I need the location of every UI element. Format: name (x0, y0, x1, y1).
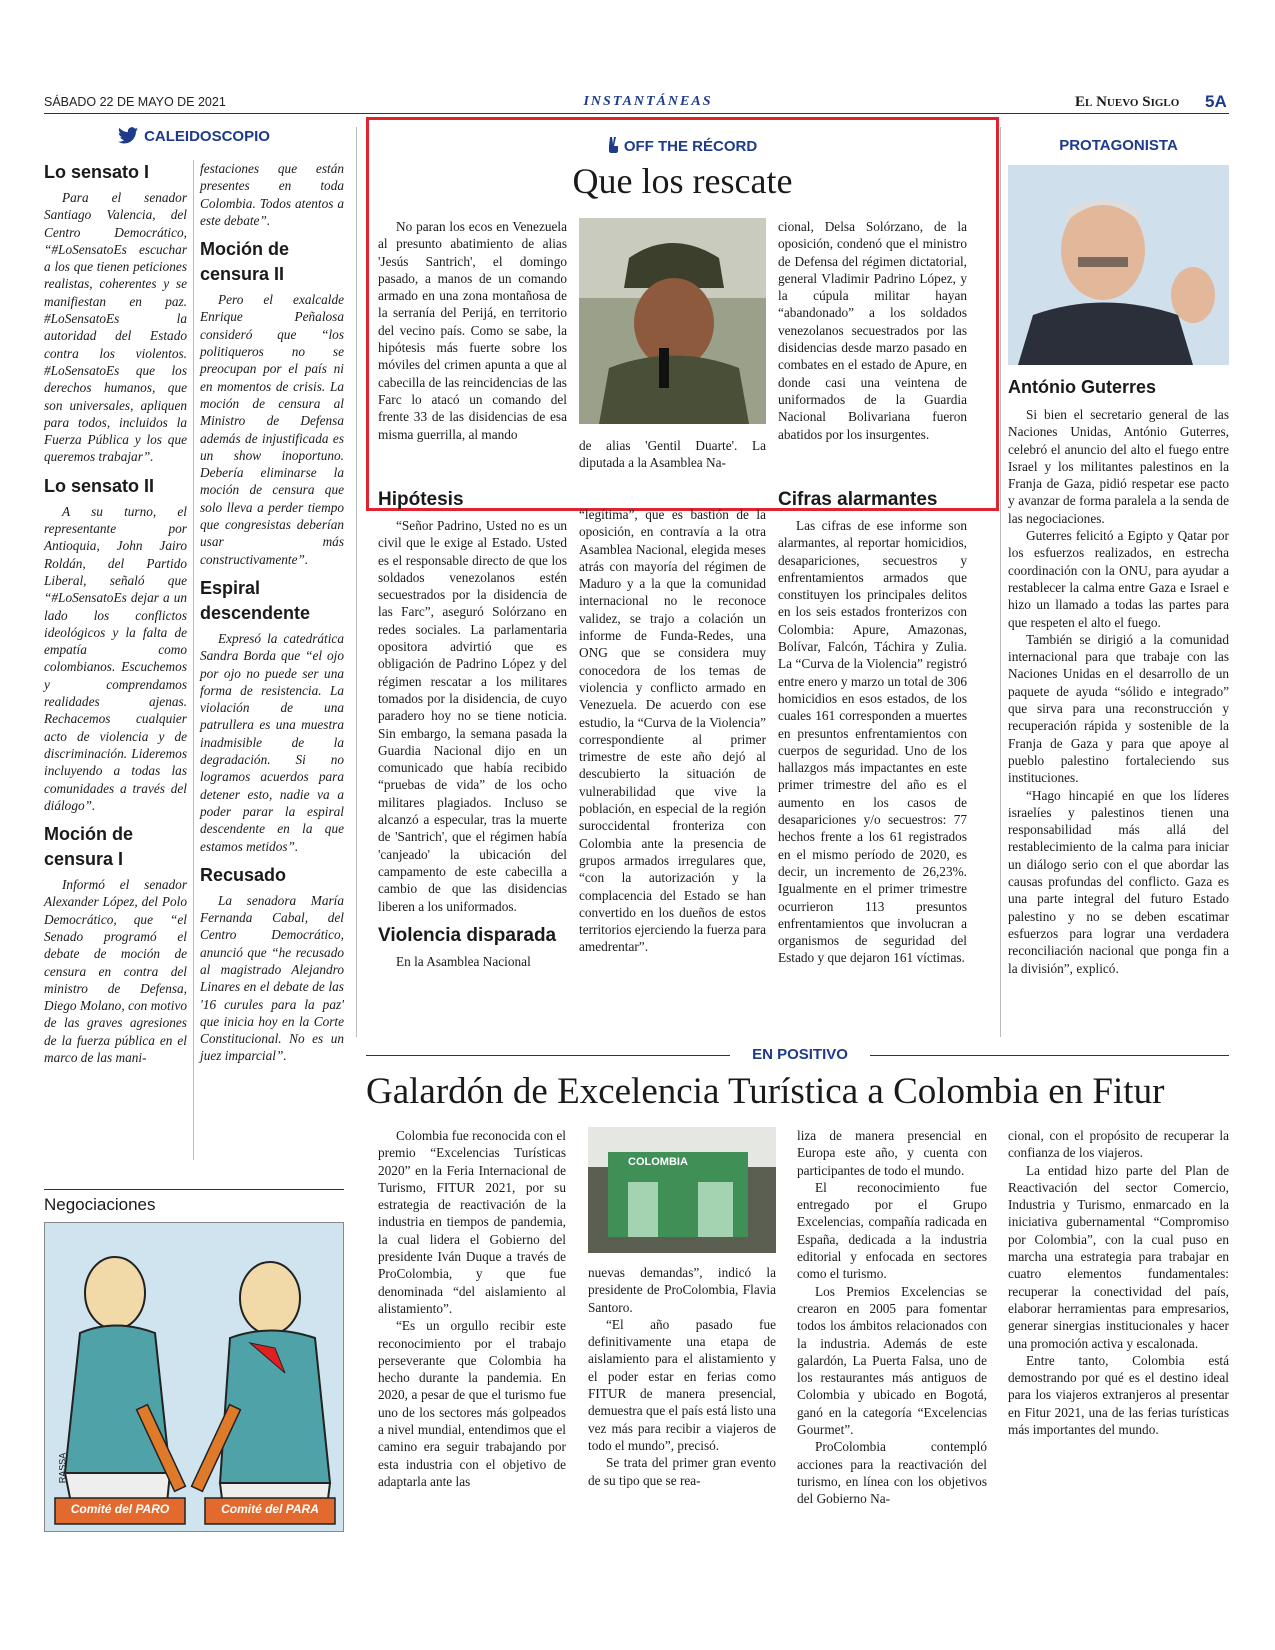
protagonista-header (1008, 137, 1229, 155)
cartoon-label-right: Comité del PARA (221, 1502, 319, 1516)
heading-lo-sensato-1: Lo sensato I (44, 162, 150, 182)
paragraph: de alias 'Gentil Duarte'. La diputada a la Asamblea Na- (579, 438, 766, 471)
protagonista-name: António Guterres (1008, 377, 1157, 397)
off-record-col2-cont (579, 506, 766, 956)
paragraph: “Señor Padrino, Usted no es un civil que le exige al Estado. Usted es el responsable directo de que los soldados venezolanos estén secuestrados por la disidencia de las Farc”, aseguró Solórzano en redes sociales. La parlamentaria opositora advirtió que es obligación de Padrino López y del régimen rescatar a los militares tomados por la disidencia, de cuyo paradero hoy no se tiene noticia. Sin embargo, la semana pasada la Guardia Nacional dijo en un comunicado que había recibido “pruebas de vida” de los ocho militares plagiados. Incluso se alcanzó a especular, tras la muerte de 'Santrich', que el régimen había 'canjeado' la ubicación del campamento de este cabecilla a cambio de que las disidencias liberen a los uniformados. (378, 518, 567, 914)
fitur-stand-sign: COLOMBIA (628, 1156, 688, 1168)
en-positivo-col3 (797, 1127, 987, 1508)
page-date: SÁBADO 22 DE MAYO DE 2021 (44, 95, 226, 109)
paragraph: nuevas demandas”, indicó la presidente de ProColombia, Flavia Santoro. (588, 1265, 776, 1315)
victory-hand-icon (608, 137, 620, 153)
paragraph: Las cifras de ese informe son alarmantes, al reportar homicidios, desapariciones, secuestros y enfrentamientos armados que constituyen los principales delitos en los seis estados fronterizos con Colombia: Apure, Amazonas, Bolívar, Falcón, Táchira y Zulia. La “Curva de la Violencia” registró entre enero y marzo un total de 306 homicidios en esos estados, de los cuales 161 corresponden a muertes en presuntos enfrentamientos con cuerpos de seguridad. Uno de los hallazgos más impactantes en este primer trimestre del año es el aumento en los casos de desapariciones y/o secuestros: 77 hechos frente a los 61 registrados en el mismo período de 2020, es decir, un incremento de 26,23%. Igualmente en el primer trimestre ocurrieron 113 presuntos enfrentamientos que involucran a organismos de seguridad del Estado y que dejaron 161 víctimas. (778, 518, 967, 966)
paragraph: Pero el exalcalde Enrique Peñalosa consideró que “los politiqueros no se preocupan por el país ni en momentos de crisis. La moción de censura al Ministro de Defensa además de injustificada es un show inoportuno. Debería eliminarse la moción de censura que solo lleva a perder tiempo que congresistas deberían usar más constructivamente”. (200, 292, 344, 567)
paragraph: La senadora María Fernanda Cabal, del Centro Democrático, anunció que “he recusado al magistrado Alejandro Linares en el debate de las '16 curules para la paz' que inicia hoy en la Corte Constitucional. No es un juez imparcial”. (200, 892, 344, 1064)
padrino-photo-drawing (579, 218, 766, 424)
guterres-photo (1008, 165, 1229, 365)
hipotesis-block (378, 487, 567, 970)
paragraph: A su turno, el representante por Antioquia, John Jairo Roldán, del Partido Liberal, señaló que “#LoSensatoEs dejar a un lado los conflictos ideológicos y la falta de empatía como colombianos. Escuchemos y comprendamos realidades ajenas. Rechacemos cualquier acto de violencia y de discriminación. Lideremos incluyendo a todas las comunidades a través del diálogo”. (44, 503, 187, 813)
paragraph: cional, con el propósito de recuperar la confianza de los viajeros. (1008, 1128, 1229, 1161)
cartoon-signature: RASSA (57, 1452, 68, 1484)
off-record-headline: Que los rescate (572, 161, 793, 201)
header-rule (44, 113, 1229, 114)
paragraph: El reconocimiento fue entregado por el Grupo Excelencias, compañía radicada en España, dedicada a la industria editorial y enfocada en sectores como el turismo. (797, 1179, 987, 1282)
paragraph: Los Premios Excelencias se crearon en 2005 para fomentar todos los ámbitos relacionados con la industria. Además de este galardón, La Puerta Falsa, uno de los restaurantes más antiguos de Colombia y ubicado en Bogotá, ganó en la categoría “Excelencias Gourmet”. (797, 1283, 987, 1438)
caleidoscopio-col1 (44, 160, 187, 1066)
heading-cifras: Cifras alarmantes (778, 489, 938, 510)
off-record-kicker (366, 137, 999, 156)
paragraph: festaciones que están presentes en toda Colombia. Todos atentos a este debate”. (200, 161, 344, 228)
paragraph: Si bien el secretario general de las Naciones Unidas, António Guterres, celebró el anuncio del alto el fuego entre Israel y los militantes palestinos en la Franja de Gaza, pidió respetar ese pacto y avanzar de forma paralela a la senda de las negociaciones. (1008, 407, 1229, 526)
column-rule (1000, 127, 1001, 1037)
off-record-col3 (778, 218, 967, 443)
column-rule (356, 127, 357, 1037)
heading-mocion-2: Moción de censura II (200, 239, 289, 285)
paragraph: No paran los ecos en Venezuela al presunto abatimiento de alias 'Jesús Santrich', el domingo pasado, a manos de un comando armado en una zona montañosa de la serranía del Perijá, en territorio del vecino país. Como se sabe, la hipótesis más fuerte sobre los móviles del crimen apunta a que al cabecilla de las reincidencias de las Farc lo atacó un comando del frente 33 de las disidencias de esa misma guerrilla, al mando (378, 219, 567, 442)
heading-hipotesis: Hipótesis (378, 489, 464, 510)
paragraph: En la Asamblea Nacional (396, 953, 531, 969)
paragraph: Informó el senador Alexander López, del Polo Democrático, que “el Senado programó el debate de moción de censura en contra del ministro de Defensa, Diego Molano, con motivo de las graves agresiones de la fuerza pública en el marco de las mani- (44, 877, 187, 1066)
newspaper-brand: El Nuevo Siglo (1075, 94, 1180, 110)
paragraph: ProColombia contempló acciones para la reactivación del turismo, en línea con los objetivos del Gobierno Na- (797, 1439, 987, 1507)
en-positivo-kicker-box (730, 1046, 870, 1064)
heading-mocion-1: Moción de censura I (44, 824, 133, 870)
guterres-photo-drawing (1008, 165, 1229, 365)
caleidoscopio-col2 (200, 160, 344, 1065)
paragraph: La entidad hizo parte del Plan de Reactivación del sector Comercio, Industria y Turismo, enmarcado en la iniciativa gubernamental “Compromiso por Colombia”, con la cual puso en marcha una estrategia para trabajar en cuatro elementos fundamentales: recuperar la conectividad del país, elaborar herramientas para empresarios, generar sinergias institucionales y hacer una promoción activa y escalonada. (1008, 1162, 1229, 1351)
page-number: 5A (1205, 92, 1227, 111)
en-positivo-col1 (378, 1127, 566, 1490)
en-positivo-col4 (1008, 1127, 1229, 1438)
paragraph: “legítima”, que es bastión de la oposición, en contravía a la otra Asamblea Nacional, elegida meses atrás con mayoría del régimen de Maduro y a la que la comunidad internacional no le reconoce validez, se trajo a colación un informe de Funda-Redes, una ONG que se considera muy conocedora de los temas de violencia y conflicto armado en Venezuela. De acuerdo con ese estudio, la “Curva de la Violencia” correspondiente al primer trimestre de este año dejó al descubierto la situación de vulnerabilidad que vive la población, en especial de la región suroccidental fronteriza con Colombia ante la presencia de grupos armados irregulares que, “con la autorización y la complacencia del Estado se han convertido en los dueños de estos territorios ejerciendo la fuerza para amedrentar”. (579, 507, 766, 955)
paragraph: “Es un orgullo recibir este reconocimiento por el trabajo perseverante que Colombia ha hecho durante la pandemia. En 2020, a pesar de que el turismo fue uno de los sectores más golpeados a nivel mundial, entendimos que el camino era seguir trabajando por esta industria con el objetivo de adaptarla ante las (378, 1318, 566, 1489)
caleidoscopio-header (44, 127, 344, 153)
padrino-photo (579, 218, 766, 424)
paragraph: cional, Delsa Solórzano, de la oposición, condenó que el ministro de Defensa del régimen dictatorial, general Vladimir Padrino López, y la cúpula militar hayan “abandonado” a los soldados venezolanos secuestrados por las disidencias desde marzo pasado en combates en el estado de Apure, en donde casi una veintena de uniformados de la Guardia Nacional Bolivariana fueron abatidos por los insurgentes. (778, 219, 967, 442)
twitter-bird-icon (118, 127, 138, 144)
paragraph: “El año pasado fue definitivamente una etapa de aislamiento para el alistamiento y el poder estar en ferias como FITUR de manera presencial, demuestra que el país está listo una vez más para recibir a viajeros de todo el mundo”, precisó. (588, 1316, 776, 1453)
cartoon-rule (44, 1189, 344, 1190)
cartoon-label-left: Comité del PARO (70, 1502, 170, 1516)
paragraph: Guterres felicitó a Egipto y Qatar por los esfuerzos realizados, en estrecha coordinación con la ONU, para ayudar a restablecer la calma entre Gaza e Israel e hizo un llamado a todas las partes para que respeten el alto el fuego. (1008, 528, 1229, 630)
cartoon-illustration (44, 1222, 344, 1532)
fitur-stand-drawing (588, 1127, 776, 1253)
off-record-kicker-text: OFF THE RÉCORD (623, 138, 758, 155)
paragraph: Para el senador Santiago Valencia, del Centro Democrático, “#LoSensatoEs escuchar a los que tienen peticiones realistas, coherentes y se manifiestan en paz. #LoSensatoEs la autoridad del Estado contra los violentos. #LoSensatoEs que los derechos humanos, que son universales, apliquen para todos, incluidos la Fuerza Pública y los que queremos trabajar”. (44, 190, 187, 465)
heading-lo-sensato-2: Lo sensato II (44, 475, 155, 496)
paragraph: Expresó la catedrática Sandra Borda que “el ojo por ojo no puede ser una forma de resistencia. La violación de una patrullera es una muestra inadmisible de la degradación. Si no logramos acuerdos para detener esto, nadie va a poder parar la espiral descendente en la que estamos metidos”. (200, 630, 344, 854)
paragraph: liza de manera presencial en Europa este año, y cuenta con participantes de todo el mundo. (797, 1128, 987, 1178)
paragraph: Colombia fue reconocida con el premio “Excelencias Turísticas 2020” en la Feria Internacional de Turismo, FITUR 2021, por su estrategia de reactivación de la industria en tiempos de pandemia, la cual lidera el Gobierno del presidente Iván Duque a través de ProColombia, y que fue denominada “del aislamiento al alistamiento”. (378, 1128, 566, 1316)
column-rule (193, 160, 194, 1160)
fitur-stand-photo (588, 1127, 776, 1253)
cartoon-title: Negociaciones (44, 1195, 156, 1214)
paragraph: “Hago hincapié en que los líderes israelíes y palestinos tienen una responsabilidad más allá del restablecimiento de la calma para iniciar un diálogo serio con el que abordar las causas profundas del conflicto. Gaza es una parte integral del futuro Estado palestino y no se deben escatimar esfuerzos para lograr una verdadera reconciliación nacional que ponga fin a la división”, explicó. (1008, 787, 1229, 976)
en-positivo-headline: Galardón de Excelencia Turística a Colombia en Fitur (366, 1071, 1165, 1112)
paragraph: Entre tanto, Colombia está demostrando por qué es el destino ideal para los viajeros extranjeros al presentar en Fitur 2021, una de las ferias turísticas más importantes del mundo. (1008, 1352, 1229, 1438)
paragraph: También se dirigió a la comunidad internacional para que trabaje con las Naciones Unidas en el desarrollo de un paquete de ayuda “sólido e integrado” que sirva para una reconstrucción y recuperación rápida y sostenible de la Franja de Gaza y para que apoye al pueblo palestino fortaleciendo sus instituciones. (1008, 631, 1229, 786)
caleidoscopio-title: CALEIDOSCOPIO (144, 128, 270, 145)
section-name: INSTANTÁNEAS (583, 94, 713, 109)
heading-recusado: Recusado (200, 864, 287, 885)
en-positivo-kicker: EN POSITIVO (752, 1046, 848, 1063)
en-positivo-col2 (588, 1264, 776, 1489)
paragraph: Se trata del primer gran evento de su tipo que se rea- (588, 1455, 776, 1488)
off-record-col2-caption (579, 437, 766, 472)
off-record-col1 (378, 218, 567, 443)
heading-espiral: Espiral descendente (200, 577, 311, 623)
cifras-block (778, 487, 967, 967)
heading-violencia: Violencia disparada (378, 924, 557, 946)
cartoon-drawing (45, 1223, 344, 1532)
protagonista-body (1008, 406, 1229, 977)
protagonista-title: PROTAGONISTA (1059, 137, 1178, 154)
